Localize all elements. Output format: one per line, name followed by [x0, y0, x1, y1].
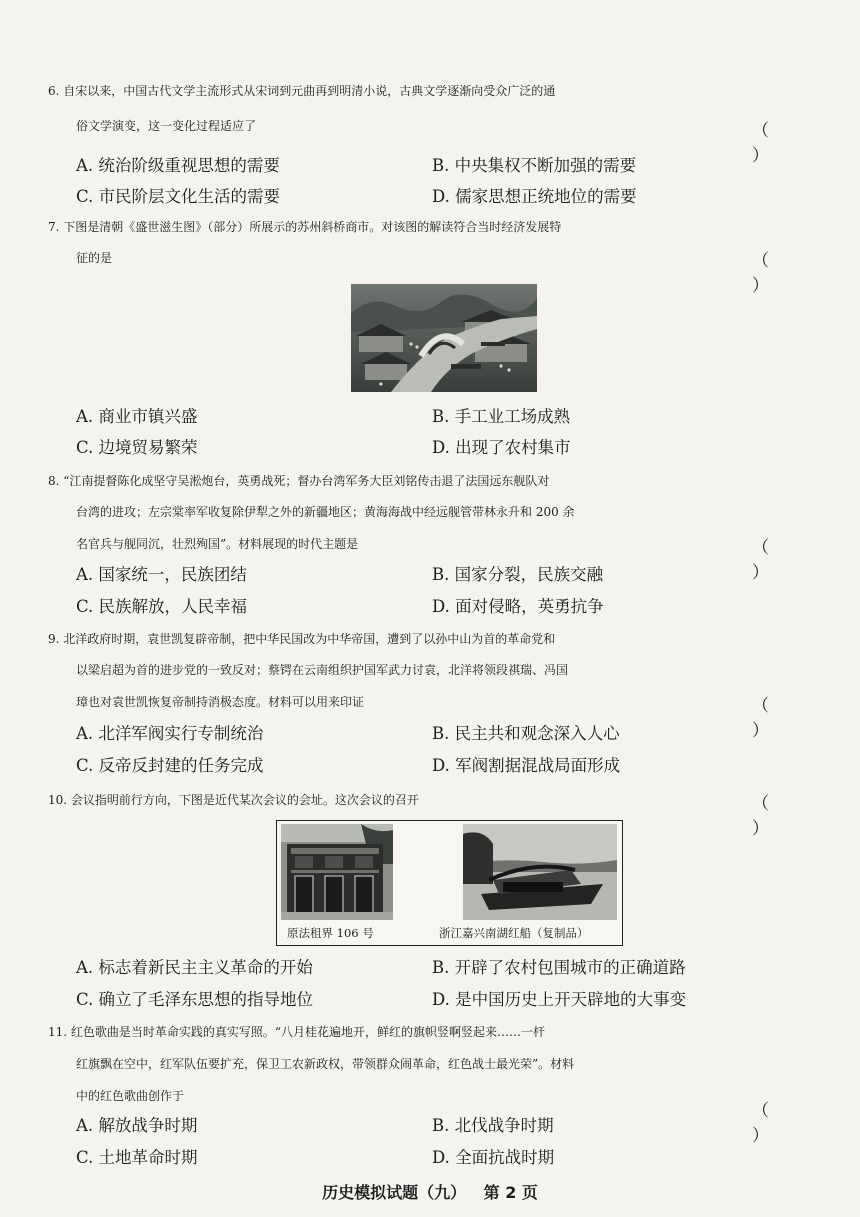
- q7-option-d: D. 出现了农村集市: [432, 438, 571, 457]
- q7-line2: 征的是: [76, 251, 113, 265]
- q6-line2: 俗文学演变，这一变化过程适应了: [76, 119, 257, 133]
- q10-option-c: C. 确立了毛泽东思想的指导地位: [76, 990, 314, 1009]
- q6-option-d: D. 儒家思想正统地位的需要: [432, 187, 637, 206]
- q10-line1: 10. 会议指明前行方向，下图是近代某次会议的会址。这次会议的召开: [48, 793, 419, 807]
- q7-line1: 7. 下图是清朝《盛世滋生图》（部分）所展示的苏州斜桥商市。对该图的解读符合当时经济发展特: [48, 220, 562, 234]
- caption-jiaxing-red-boat: 浙江嘉兴南湖红船（复制品）: [439, 926, 589, 940]
- suzhou-market-painting: [351, 284, 537, 392]
- q8-option-b: B. 国家分裂，民族交融: [432, 565, 604, 584]
- q8-option-d: D. 面对侵略，英勇抗争: [432, 597, 604, 616]
- shikumen-building-photo: [281, 824, 393, 920]
- q8-answer-paren: （ ）: [752, 538, 795, 583]
- q7-answer-paren: （ ）: [752, 251, 795, 296]
- q11-option-b: B. 北伐战争时期: [432, 1116, 554, 1135]
- q7-option-b: B. 手工业工场成熟: [432, 407, 571, 426]
- q8-option-a: A. 国家统一，民族团结: [76, 565, 247, 584]
- page-footer: [0, 1180, 860, 1203]
- q9-option-c: C. 反帝反封建的任务完成: [76, 756, 264, 775]
- q11-line2: 红旗飘在空中，红军队伍要扩充，保卫工农新政权，带领群众闹革命，红色战士最光荣”。材料: [76, 1057, 575, 1071]
- q10-answer-paren: （ ）: [752, 794, 795, 839]
- q10-option-b: B. 开辟了农村包围城市的正确道路: [432, 958, 686, 977]
- q11-option-a: A. 解放战争时期: [76, 1116, 198, 1135]
- exam-title: 历史模拟试题（九）: [322, 1183, 467, 1202]
- q8-line3: 名官兵与舰同沉，壮烈殉国”。材料展现的时代主题是: [76, 537, 359, 551]
- red-boat-photo: [463, 824, 617, 920]
- q8-line2: 台湾的进攻；左宗棠率军收复除伊犁之外的新疆地区；黄海海战中经远舰管带林永升和 200 余: [76, 505, 575, 519]
- q11-line3: 中的红色歌曲创作于: [76, 1089, 185, 1103]
- q11-line1: 11. 红色歌曲是当时革命实践的真实写照。“八月桂花遍地开，鲜红的旗帜竖啊竖起来……一杆: [48, 1025, 546, 1039]
- q9-option-d: D. 军阀割据混战局面形成: [432, 756, 621, 775]
- q9-option-a: A. 北洋军阀实行专制统治: [76, 724, 264, 743]
- page-number: 第 2 页: [483, 1183, 538, 1202]
- q9-line1: 9. 北洋政府时期，袁世凯复辟帝制，把中华民国改为中华帝国，遭到了以孙中山为首的革命党和: [48, 632, 556, 646]
- q6-option-c: C. 市民阶层文化生活的需要: [76, 187, 281, 206]
- q6-answer-paren: （ ）: [752, 121, 795, 166]
- q10-option-a: A. 标志着新民主主义革命的开始: [76, 958, 313, 977]
- q6-option-b: B. 中央集权不断加强的需要: [432, 156, 637, 175]
- q7-option-a: A. 商业市镇兴盛: [76, 407, 198, 426]
- q8-option-c: C. 民族解放，人民幸福: [76, 597, 248, 616]
- q9-option-b: B. 民主共和观念深入人心: [432, 724, 620, 743]
- q9-answer-paren: （ ）: [752, 696, 795, 741]
- q11-answer-paren: （ ）: [752, 1101, 795, 1146]
- q9-line3: 璋也对袁世凯恢复帝制持消极态度。材料可以用来印证: [76, 695, 365, 709]
- meeting-sites-figure: [276, 820, 623, 946]
- caption-former-french-concession: 原法租界 106 号: [287, 926, 374, 940]
- q7-option-c: C. 边境贸易繁荣: [76, 438, 198, 457]
- q11-option-c: C. 土地革命时期: [76, 1148, 198, 1167]
- q9-line2: 以梁启超为首的进步党的一致反对；蔡锷在云南组织护国军武力讨袁，北洋将领段祺瑞、冯国: [76, 663, 569, 677]
- q6-line1: 6. 自宋以来，中国古代文学主流形式从宋词到元曲再到明清小说，古典文学逐渐向受众广泛的通: [48, 84, 556, 98]
- q10-option-d: D. 是中国历史上开天辟地的大事变: [432, 990, 687, 1009]
- q8-line1: 8. “江南提督陈化成坚守吴淞炮台，英勇战死；督办台湾军务大臣刘铭传击退了法国远东舰队对: [48, 474, 550, 488]
- q6-option-a: A. 统治阶级重视思想的需要: [76, 156, 280, 175]
- q11-option-d: D. 全面抗战时期: [432, 1148, 555, 1167]
